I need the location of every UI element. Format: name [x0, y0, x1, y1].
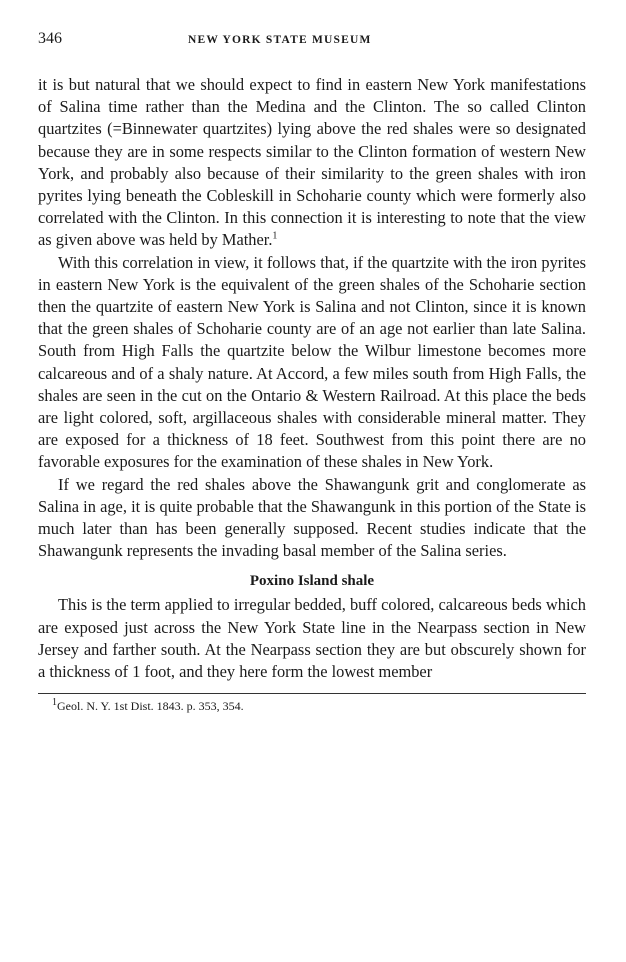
- paragraph-2: With this correlation in view, it follows that, if the quartzite with the iron pyrites in eastern New York is the equivalent of the green shales of the Schoharie section then the quartzite of eastern New York is Salina and not Clinton, since it is known that the green shales of Schoharie county are of an age not earlier than late Salina. South from High Falls the quartzite below the Wilbur limestone becomes more calcareous and of a shaly nature. At Accord, a few miles south from High Falls, the shales are seen in the cut on the Ontario & Western Railroad. At this place the beds are light colored, soft, argillaceous shales with considerable mineral matter. They are exposed for a thickness of 18 feet. Southwest from this point there are no favorable exposures for the examination of these shales in New York.: [38, 252, 586, 472]
- page-header: [38, 30, 586, 56]
- paragraph-1: [38, 74, 586, 252]
- section-heading: Poxino Island shale: [249, 573, 375, 590]
- section-paragraph: This is the term applied to irregular bedded, buff colored, calcareous beds which are exposed just across the New York State line in the Nearpass section in New Jersey and farther south. At the Nearpass section they are but obscurely shown for a thickness of 1 foot, and they here form the lowest member: [38, 595, 586, 682]
- paragraph-3: If we regard the red shales above the Shawangunk grit and conglomerate as Salina in age, it is quite probable that the Shawangunk in this portion of the State is much later than has been generally supposed. Recent studies indicate that the Shawangunk represents the invading basal member of the Salina series.: [38, 474, 586, 561]
- footnote-text: Geol. N. Y. 1st Dist. 1843. p. 353, 354.: [57, 699, 244, 714]
- footnote-mark: 1: [52, 697, 57, 709]
- footnote-rule: [38, 693, 586, 694]
- page-number: 346: [38, 30, 62, 47]
- body-text: [38, 74, 586, 683]
- running-head: NEW YORK STATE MUSEUM: [188, 34, 372, 46]
- footnote: [38, 698, 586, 714]
- paragraph-1-text: it is but natural that we should expect to find in eastern New York manifestations of Salina time rather than the Medina and the Clinton. The so called Clinton quartzites (=Binnewater quartzites) lying above the red shales were so designated because they are in some respects similar to the Clinton formation of western New York, and probably also because of their similarity to the green shales with iron pyrites lying beneath the Cobleskill in Schoharie county which were formerly also correlated with the Clinton. In this connection it is interesting to note that the view as given above was held by Mather.: [38, 75, 586, 250]
- page: [38, 30, 586, 714]
- footnote-reference: 1: [272, 230, 278, 242]
